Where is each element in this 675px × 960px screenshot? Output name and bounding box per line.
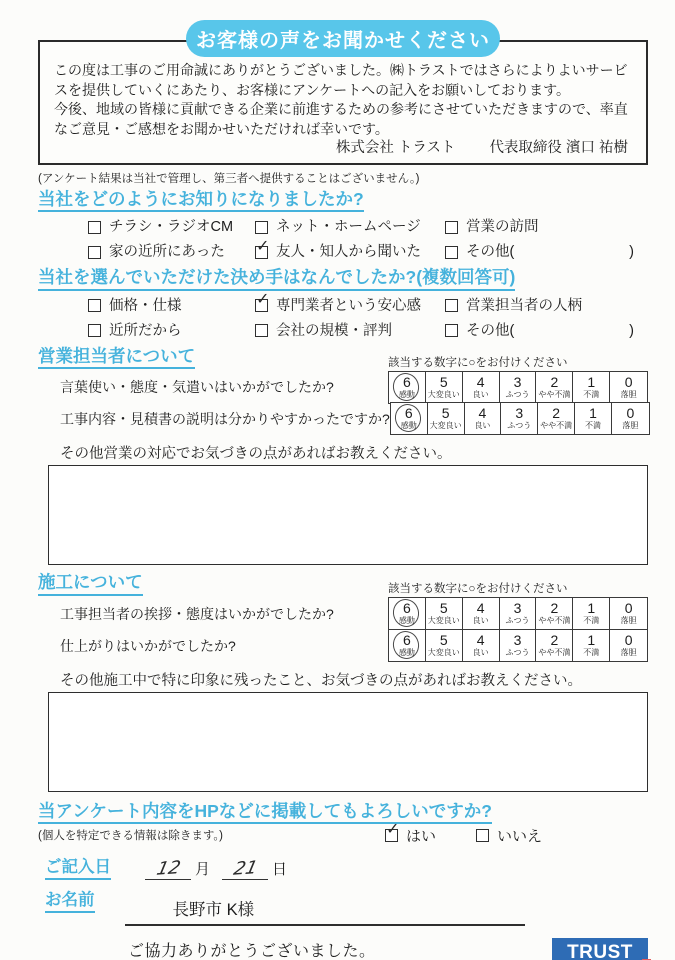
sales-scale-note: 該当する数字に○をお付けください bbox=[388, 356, 568, 369]
checked-checkbox-icon[interactable] bbox=[385, 821, 400, 842]
how-known-option-label: 家の近所にあった bbox=[109, 244, 225, 261]
scale-cell-0[interactable] bbox=[610, 372, 647, 403]
scale-label: 落胆 bbox=[622, 421, 639, 431]
publish-option-1[interactable] bbox=[476, 825, 542, 846]
scale-value: 6 bbox=[403, 600, 411, 617]
entry-date-row bbox=[38, 853, 648, 880]
how-known-option-label: チラシ・ラジオCM bbox=[109, 219, 234, 236]
trust-logo-text: TRUST bbox=[567, 941, 633, 960]
scale-label: 感動 bbox=[400, 421, 417, 431]
how-known-option-suffix: ) bbox=[629, 244, 634, 261]
scale-value: 2 bbox=[550, 632, 559, 649]
checkbox-icon[interactable] bbox=[88, 221, 101, 234]
scale-value: 5 bbox=[441, 405, 450, 422]
scale-cell-5[interactable] bbox=[428, 403, 465, 434]
day-unit: 日 bbox=[272, 861, 288, 879]
reason-option-1[interactable] bbox=[255, 291, 445, 316]
scale-label: 不満 bbox=[583, 389, 600, 399]
publish-note: (個人を特定できる情報は除きます。) bbox=[38, 830, 223, 843]
scale-value: 0 bbox=[624, 632, 633, 649]
intro-section bbox=[38, 30, 648, 165]
scale-cell-4[interactable] bbox=[463, 598, 500, 629]
checked-checkbox-icon[interactable] bbox=[255, 237, 270, 259]
scale-label: 良い bbox=[474, 421, 491, 431]
company-name: 株式会社 トラスト bbox=[335, 140, 456, 156]
publish-option-0[interactable] bbox=[385, 821, 437, 846]
scale-cell-2[interactable] bbox=[538, 403, 575, 434]
intro-paragraph-1: この度は工事のご用命誠にありがとうございました。㈱トラストではさらによりよいサービスを提供していくにあたり、お客様にアンケートへの記入をお願いしております。 bbox=[54, 62, 628, 98]
reason-option-suffix: ) bbox=[629, 322, 634, 339]
construction-heading: 施工について bbox=[38, 573, 143, 595]
scale-label: ふつう bbox=[507, 421, 532, 431]
how-known-option-label: 友人・知人から聞いた bbox=[276, 244, 421, 261]
scale-value: 2 bbox=[550, 600, 559, 617]
construction-comment-label: その他施工中で特に印象に残ったこと、お気づきの点があればお教えください。 bbox=[60, 673, 582, 690]
scale-cell-5[interactable] bbox=[426, 630, 463, 661]
scale-value: 1 bbox=[587, 632, 596, 649]
check-mark-icon: ✓ bbox=[386, 821, 400, 839]
scale-value: 3 bbox=[513, 632, 522, 649]
sales-question-0: 言葉使い・態度・気遣いはいかがでしたか? bbox=[60, 379, 334, 395]
entry-month-value: 12 bbox=[154, 857, 183, 881]
scale-value: 4 bbox=[476, 600, 485, 617]
checkbox-icon[interactable] bbox=[476, 829, 489, 842]
scale-label: 良い bbox=[472, 389, 489, 399]
scale-label: 不満 bbox=[585, 421, 602, 431]
scale-cell-4[interactable] bbox=[463, 630, 500, 661]
scale-cell-1[interactable] bbox=[573, 630, 610, 661]
scale-value: 4 bbox=[476, 373, 485, 390]
scale-cell-1[interactable] bbox=[573, 372, 610, 403]
reason-option-5[interactable] bbox=[445, 321, 648, 341]
question-reason bbox=[38, 268, 648, 340]
scale-value: 1 bbox=[587, 600, 596, 617]
how-known-options bbox=[88, 217, 648, 262]
how-known-option-label: その他( bbox=[466, 244, 515, 261]
checkbox-icon[interactable] bbox=[88, 324, 101, 337]
scale-cell-2[interactable] bbox=[536, 372, 573, 403]
entry-month-field[interactable] bbox=[145, 858, 191, 880]
entry-date-label: ご記入日 bbox=[45, 853, 111, 880]
reason-option-4[interactable] bbox=[255, 321, 445, 341]
checkbox-icon[interactable] bbox=[445, 221, 458, 234]
intro-box bbox=[38, 40, 648, 165]
scale-value: 6 bbox=[403, 373, 411, 390]
how-known-option-4[interactable] bbox=[255, 237, 445, 262]
construction-rating-row-0 bbox=[38, 597, 648, 630]
sales-section bbox=[38, 347, 648, 566]
reason-option-label: その他( bbox=[466, 322, 515, 339]
reason-option-3[interactable] bbox=[88, 321, 255, 341]
scale-cell-3[interactable] bbox=[501, 403, 538, 434]
reason-option-label: 会社の規模・評判 bbox=[276, 322, 392, 339]
publish-heading: 当アンケート内容をHPなどに掲載してもよろしいですか? bbox=[38, 802, 492, 824]
scale-label: やや不満 bbox=[538, 389, 571, 399]
scale-value: 5 bbox=[439, 632, 448, 649]
sales-comment-label: その他営業の対応でお気づきの点があればお教えください。 bbox=[60, 446, 452, 463]
scale-cell-0[interactable] bbox=[610, 598, 647, 629]
how-known-option-label: 営業の訪問 bbox=[466, 219, 539, 236]
scale-cell-5[interactable] bbox=[426, 372, 463, 403]
representative-name: 代表取締役 濱口 祐樹 bbox=[489, 140, 628, 156]
scale-label: やや不満 bbox=[540, 421, 573, 431]
name-row bbox=[38, 886, 648, 926]
reason-option-label: 専門業者という安心感 bbox=[276, 297, 421, 314]
form-title-banner bbox=[186, 20, 500, 57]
how-known-heading: 当社をどのようにお知りになりましたか? bbox=[38, 190, 364, 212]
how-known-option-3[interactable] bbox=[88, 242, 255, 262]
signature-line bbox=[54, 139, 632, 158]
how-known-option-label: ネット・ホームページ bbox=[276, 219, 421, 236]
scale-value: 6 bbox=[404, 405, 413, 422]
scale-cell-6[interactable] bbox=[389, 372, 426, 403]
scale-value: 1 bbox=[589, 405, 597, 422]
form-title: お客様の声をお聞かせください bbox=[196, 30, 490, 52]
reason-option-2[interactable] bbox=[445, 296, 648, 316]
sales-rating-row-0 bbox=[38, 371, 648, 404]
scale-cell-4[interactable] bbox=[463, 372, 500, 403]
scale-value: 0 bbox=[626, 405, 635, 422]
scale-value: 4 bbox=[478, 405, 487, 422]
scale-cell-3[interactable] bbox=[500, 372, 537, 403]
checkbox-icon[interactable] bbox=[255, 324, 268, 337]
construction-question-0: 工事担当者の挨拶・態度はいかがでしたか? bbox=[60, 605, 334, 622]
intro-paragraph-2: 今後、地域の皆様に貢献できる企業に前進するための参考にさせていただきますので、率直なご意見・ご感想をお聞かせいただければ幸いです。 bbox=[54, 101, 628, 137]
how-known-option-2[interactable] bbox=[445, 217, 648, 237]
privacy-note: (アンケート結果は当社で管理し、第三者へ提供することはございません。) bbox=[38, 173, 420, 185]
entry-day-field[interactable] bbox=[222, 858, 268, 880]
checked-checkbox-icon[interactable] bbox=[255, 291, 270, 312]
scale-value: 3 bbox=[513, 600, 522, 617]
scale-value: 0 bbox=[624, 600, 633, 617]
scale-cell-2[interactable] bbox=[536, 598, 573, 629]
scale-cell-2[interactable] bbox=[536, 630, 573, 661]
sales-scale-table-0 bbox=[388, 371, 648, 404]
scale-value: 2 bbox=[552, 405, 561, 422]
scale-label: 感動 bbox=[398, 389, 415, 399]
checkbox-icon[interactable] bbox=[255, 221, 268, 234]
question-how-known bbox=[38, 190, 648, 262]
publish-option-label: いいえ bbox=[497, 828, 543, 846]
scale-cell-6[interactable] bbox=[391, 403, 428, 434]
scale-cell-6[interactable] bbox=[389, 598, 426, 629]
trust-logo bbox=[552, 938, 648, 960]
scale-label: 大変良い bbox=[427, 648, 460, 658]
reason-heading: 当社を選んでいただけた決め手はなんでしたか?(複数回答可) bbox=[38, 268, 515, 290]
sales-scale-table-1 bbox=[390, 402, 650, 435]
name-field[interactable] bbox=[125, 886, 525, 926]
scale-label: 良い bbox=[472, 648, 489, 658]
checkbox-icon[interactable] bbox=[88, 246, 101, 259]
scale-value: 6 bbox=[403, 632, 411, 649]
scale-value: 3 bbox=[513, 373, 522, 390]
scale-cell-0[interactable] bbox=[610, 630, 647, 661]
reason-option-0[interactable] bbox=[88, 296, 255, 316]
reason-option-label: 近所だから bbox=[109, 322, 182, 339]
name-label: お名前 bbox=[45, 886, 95, 913]
publish-option-label: はい bbox=[406, 828, 437, 846]
closing-message: ご協力ありがとうございました。 bbox=[128, 943, 376, 960]
scale-label: 大変良い bbox=[429, 421, 462, 431]
sales-rating-rows bbox=[38, 371, 648, 436]
entry-day-value: 21 bbox=[231, 857, 260, 881]
sales-heading: 営業担当者について bbox=[38, 347, 195, 369]
scale-value: 4 bbox=[476, 632, 485, 649]
reason-options bbox=[88, 291, 648, 341]
scale-label: ふつう bbox=[505, 648, 530, 658]
sales-rating-row-1 bbox=[38, 402, 648, 435]
scale-value: 5 bbox=[439, 600, 448, 617]
scale-cell-5[interactable] bbox=[426, 598, 463, 629]
scale-label: 良い bbox=[472, 616, 489, 626]
construction-rating-rows bbox=[38, 597, 648, 662]
construction-rating-row-1 bbox=[38, 629, 648, 662]
checkbox-icon[interactable] bbox=[445, 299, 458, 312]
scale-value: 1 bbox=[587, 373, 596, 390]
checkbox-icon[interactable] bbox=[88, 299, 101, 312]
scale-cell-3[interactable] bbox=[500, 630, 537, 661]
scale-label: やや不満 bbox=[538, 648, 571, 658]
scale-label: やや不満 bbox=[538, 616, 571, 626]
scale-label: ふつう bbox=[505, 616, 530, 626]
how-known-option-0[interactable] bbox=[88, 217, 255, 237]
construction-scale-note: 該当する数字に○をお付けください bbox=[388, 583, 568, 596]
scale-label: 大変良い bbox=[427, 389, 460, 399]
scale-cell-1[interactable] bbox=[573, 598, 610, 629]
scale-value: 2 bbox=[550, 373, 559, 390]
check-mark-icon: ✓ bbox=[256, 291, 270, 308]
scale-label: ふつう bbox=[505, 389, 530, 399]
construction-section bbox=[38, 573, 648, 792]
how-known-option-1[interactable] bbox=[255, 217, 445, 237]
sales-comment-box[interactable] bbox=[48, 465, 648, 565]
name-value: 長野市 K様 bbox=[172, 901, 255, 920]
scale-value: 0 bbox=[624, 373, 633, 390]
sales-question-1: 工事内容・見積書の説明は分かりやすかったですか? bbox=[60, 410, 390, 427]
scale-label: 落胆 bbox=[620, 616, 637, 626]
check-mark-icon: ✓ bbox=[256, 237, 270, 255]
how-known-option-5[interactable] bbox=[445, 242, 648, 262]
checkbox-icon[interactable] bbox=[445, 246, 458, 259]
scale-label: 不満 bbox=[583, 648, 600, 658]
scale-cell-3[interactable] bbox=[500, 598, 537, 629]
scale-label: 落胆 bbox=[620, 389, 637, 399]
reason-option-label: 価格・仕様 bbox=[109, 297, 182, 314]
scale-label: 不満 bbox=[583, 616, 600, 626]
construction-scale-table-1 bbox=[388, 629, 648, 662]
scale-cell-0[interactable] bbox=[612, 403, 649, 434]
scale-cell-6[interactable] bbox=[389, 630, 426, 661]
scale-label: 大変良い bbox=[427, 616, 460, 626]
publish-options bbox=[385, 821, 543, 846]
scale-cell-1[interactable] bbox=[575, 403, 612, 434]
publish-question-section bbox=[38, 802, 648, 845]
scale-label: 落胆 bbox=[620, 648, 637, 658]
scale-value: 5 bbox=[439, 373, 448, 390]
checkbox-icon[interactable] bbox=[445, 324, 458, 337]
construction-question-1: 仕上がりはいかがでしたか? bbox=[60, 637, 236, 654]
footer-row bbox=[38, 938, 648, 960]
reason-option-label: 営業担当者の人柄 bbox=[466, 297, 582, 314]
scale-value: 3 bbox=[515, 405, 524, 422]
scale-label: 感動 bbox=[398, 616, 415, 626]
construction-scale-table-0 bbox=[388, 597, 648, 630]
month-unit: 月 bbox=[195, 861, 211, 879]
scale-label: 感動 bbox=[398, 648, 415, 658]
scale-cell-4[interactable] bbox=[465, 403, 502, 434]
construction-comment-box[interactable] bbox=[48, 692, 648, 792]
